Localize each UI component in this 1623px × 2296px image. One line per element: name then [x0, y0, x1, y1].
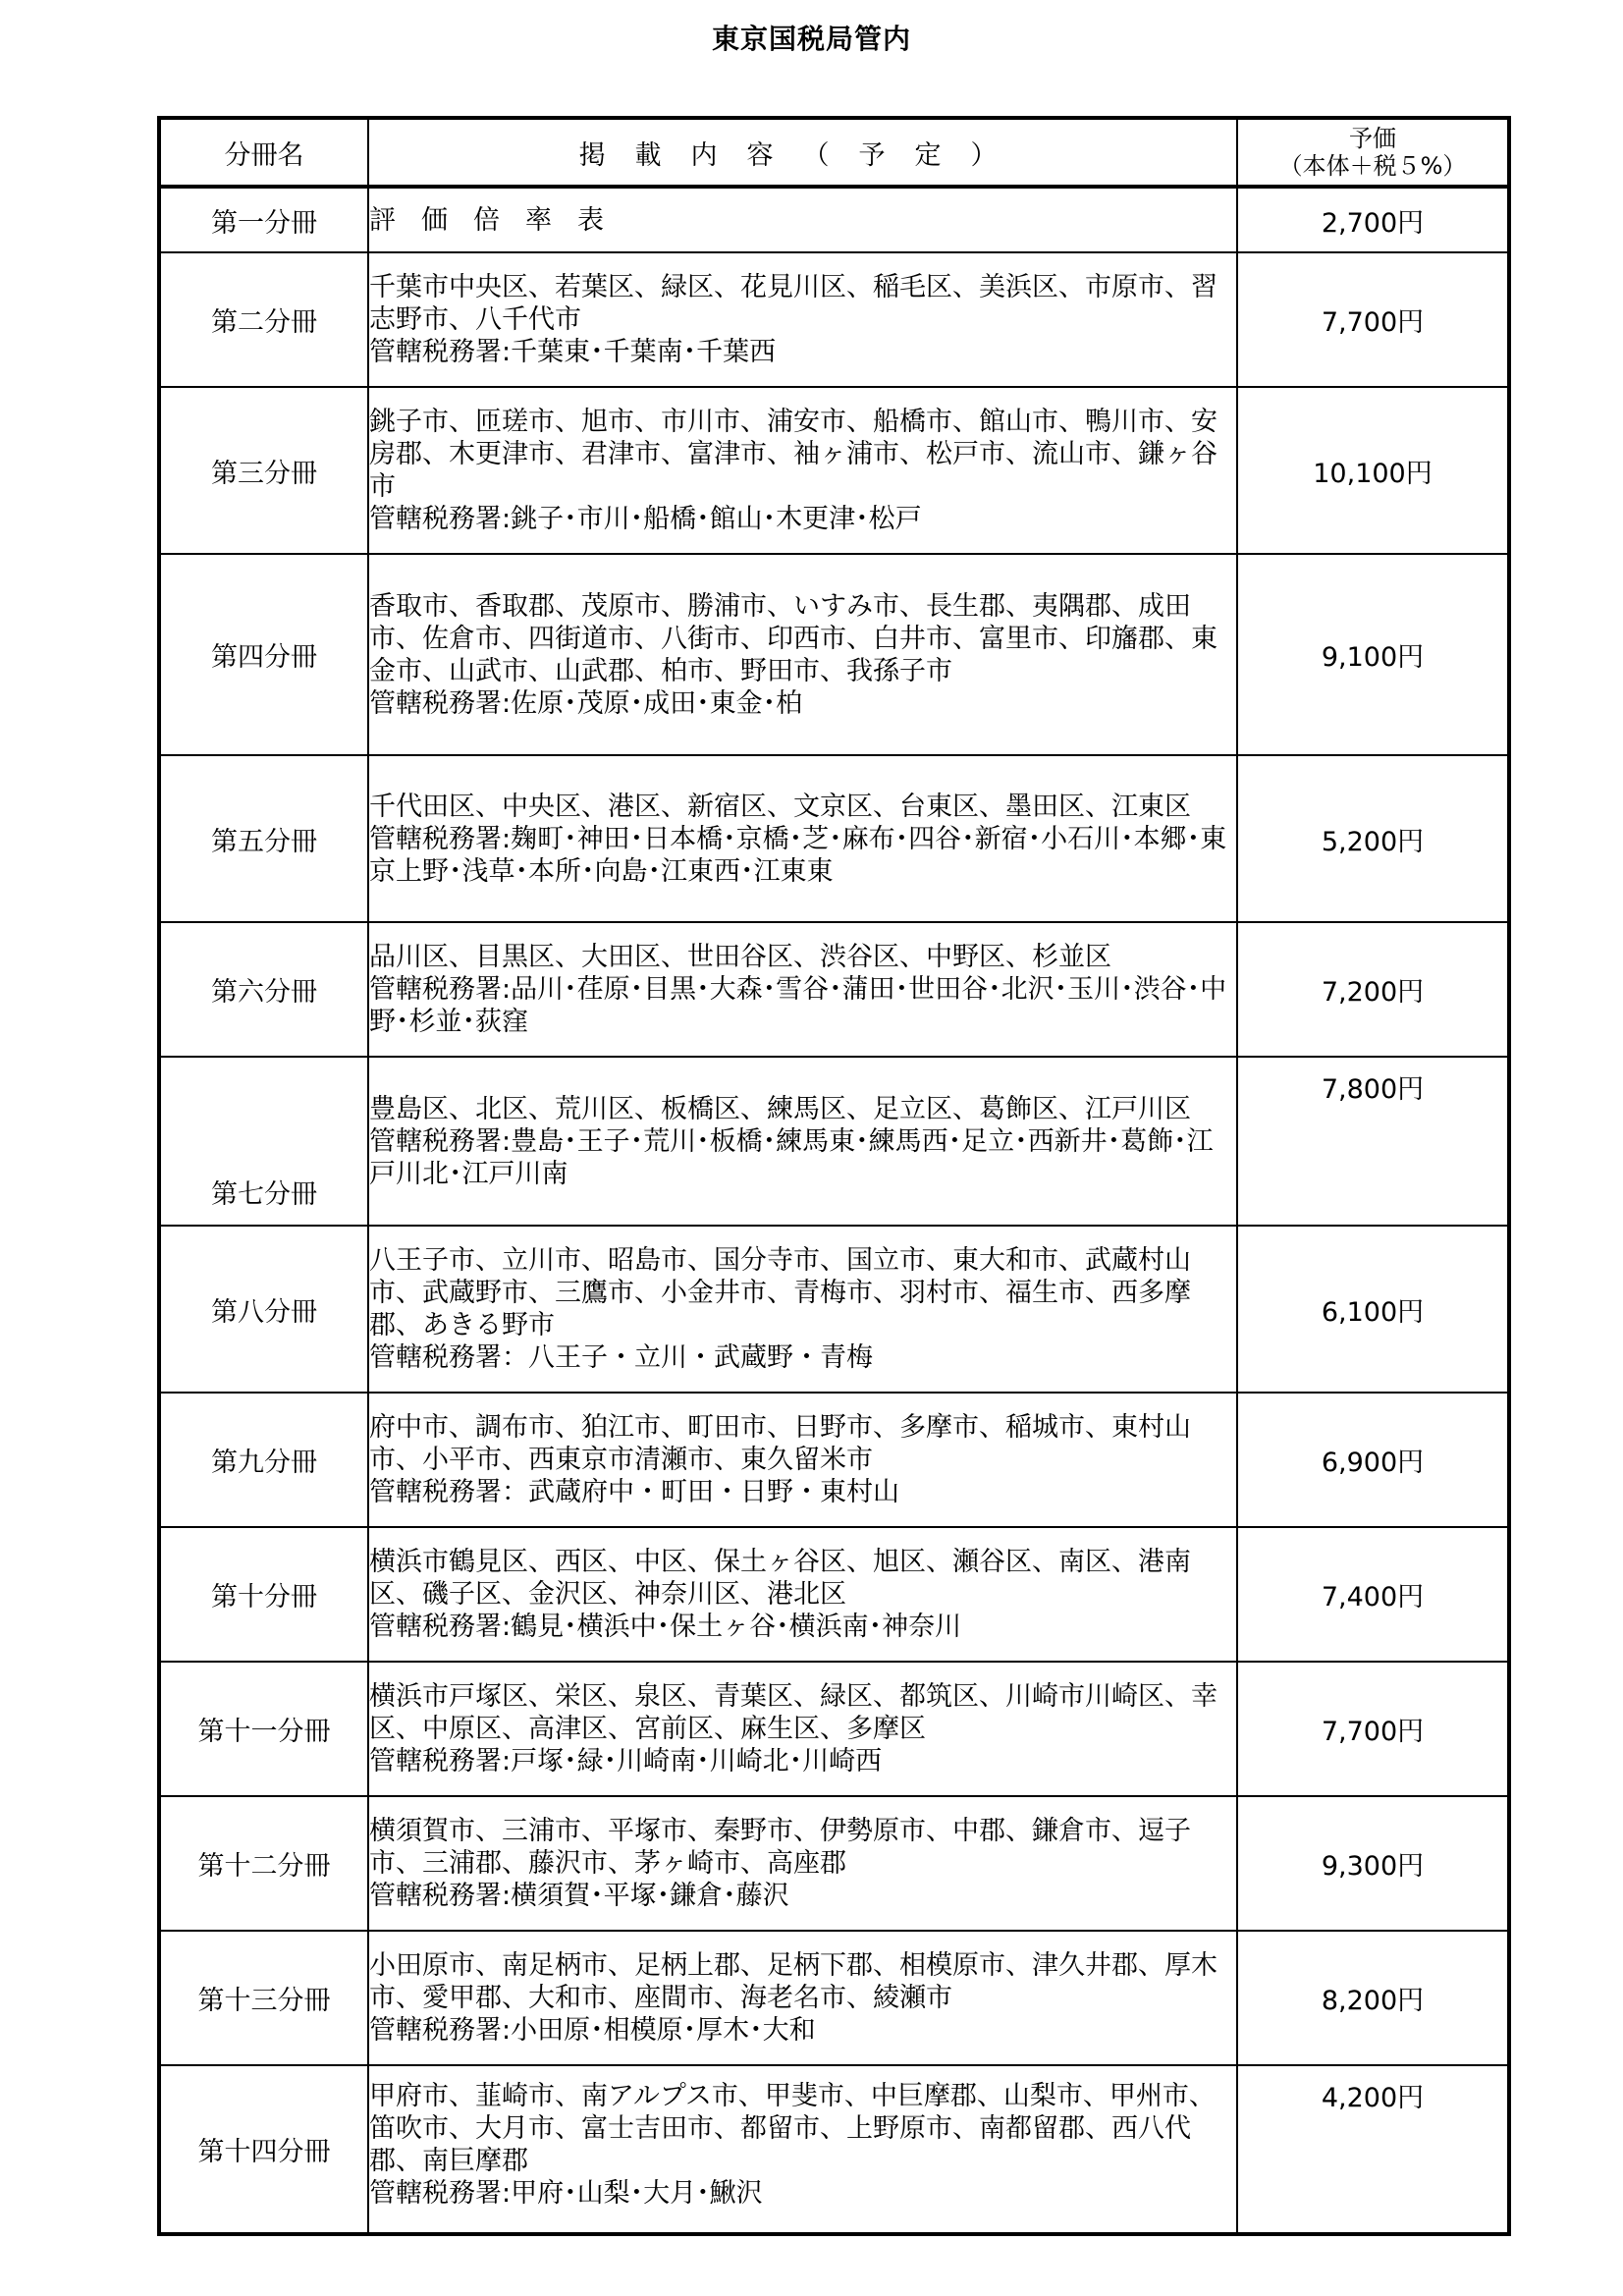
table-row: [159, 755, 1509, 922]
volume-areas: 八王子市、立川市、昭島市、国分寺市、国立市、東大和市、武蔵村山市、武蔵野市、三鷹市、小金井市、青梅市、羽村市、福生市、西多摩郡、あきる野市: [369, 1245, 1191, 1340]
table-row: [159, 387, 1509, 554]
volume-content: [368, 1527, 1237, 1662]
volume-price: 2,700円: [1237, 187, 1509, 252]
volume-tax-offices: 管轄税務署:佐原･茂原･成田･東金･柏: [369, 687, 803, 719]
volume-tax-offices: 管轄税務署:小田原･相模原･厚木･大和: [369, 2015, 816, 2046]
volume-content: [368, 387, 1237, 554]
volume-tax-offices: 管轄税務署：八王子・立川・武蔵野・青梅: [369, 1342, 873, 1373]
volume-content: [368, 252, 1237, 387]
table-row: [159, 252, 1509, 387]
volume-tax-offices: 管轄税務署:銚子･市川･船橋･館山･木更津･松戸: [369, 504, 922, 534]
volume-tax-offices: 管轄税務署:品川･荏原･目黒･大森･雪谷･蒲田･世田谷･北沢･玉川･渋谷･中野･杉並･荻窪: [369, 974, 1227, 1037]
volume-tax-offices: 管轄税務署:横須賀･平塚･鎌倉･藤沢: [369, 1881, 789, 1911]
volume-name: 第二分冊: [159, 252, 368, 387]
table-row: [159, 1796, 1509, 1931]
volume-content: [368, 187, 1237, 252]
page-title: 東京国税局管内: [711, 23, 911, 55]
table-row: [159, 2065, 1509, 2234]
volume-areas: 千代田区、中央区、港区、新宿区、文京区、台東区、墨田区、江東区: [369, 791, 1191, 822]
volume-areas: 品川区、目黒区、大田区、世田谷区、渋谷区、中野区、杉並区: [369, 942, 1111, 972]
table-row: [159, 1931, 1509, 2065]
header-price: [1237, 118, 1509, 187]
volume-price: 7,200円: [1237, 922, 1509, 1057]
volume-areas: 横須賀市、三浦市、平塚市、秦野市、伊勢原市、中郡、鎌倉市、逗子市、三浦郡、藤沢市、茅ヶ崎市、高座郡: [369, 1816, 1191, 1879]
volume-content: [368, 1226, 1237, 1393]
volume-areas: 豊島区、北区、荒川区、板橋区、練馬区、足立区、葛飾区、江戸川区: [369, 1093, 1191, 1124]
volume-price: 7,700円: [1237, 1662, 1509, 1796]
volume-name: 第四分冊: [159, 554, 368, 755]
volume-content: [368, 1393, 1237, 1527]
volume-name: 第五分冊: [159, 755, 368, 922]
volume-areas: 銚子市、匝瑳市、旭市、市川市、浦安市、船橋市、館山市、鴨川市、安房郡、木更津市、君津市、富津市、袖ヶ浦市、松戸市、流山市、鎌ヶ谷市: [369, 407, 1217, 502]
header-content: 掲載内容（予定）: [368, 118, 1237, 187]
volume-name: 第三分冊: [159, 387, 368, 554]
volume-name: 第八分冊: [159, 1226, 368, 1393]
volume-name: 第十分冊: [159, 1527, 368, 1662]
volume-areas: 横浜市戸塚区、栄区、泉区、青葉区、緑区、都筑区、川崎市川崎区、幸区、中原区、高津区、宮前区、麻生区、多摩区: [369, 1681, 1217, 1744]
volume-name: 第十二分冊: [159, 1796, 368, 1931]
volume-price: 6,900円: [1237, 1393, 1509, 1527]
volume-areas: 千葉市中央区、若葉区、緑区、花見川区、稲毛区、美浜区、市原市、習志野市、八千代市: [369, 272, 1217, 335]
volume-price: 9,300円: [1237, 1796, 1509, 1931]
volume-tax-offices: 管轄税務署:甲府･山梨･大月･鰍沢: [369, 2178, 763, 2209]
volume-price: 7,400円: [1237, 1527, 1509, 1662]
volume-name: 第七分冊: [159, 1057, 368, 1226]
volume-tax-offices: 管轄税務署：武蔵府中・町田・日野・東村山: [369, 1477, 899, 1507]
volume-name: 第一分冊: [159, 187, 368, 252]
volume-price: 7,800円: [1237, 1057, 1509, 1226]
volume-areas: 香取市、香取郡、茂原市、勝浦市、いすみ市、長生郡、夷隅郡、成田市、佐倉市、四街道市、八街市、印西市、白井市、富里市、印旛郡、東金市、山武市、山武郡、柏市、野田市、我孫子市: [369, 590, 1217, 686]
volume-content: [368, 1796, 1237, 1931]
table-row: [159, 1226, 1509, 1393]
table-row: [159, 1527, 1509, 1662]
volume-price: 5,200円: [1237, 755, 1509, 922]
header-volume-name: 分冊名: [159, 118, 368, 187]
volume-price: 6,100円: [1237, 1226, 1509, 1393]
volume-name: 第十四分冊: [159, 2065, 368, 2234]
volume-content: [368, 1662, 1237, 1796]
volume-areas: 評価倍率表: [369, 204, 629, 236]
volume-content: [368, 922, 1237, 1057]
volume-tax-offices: 管轄税務署:豊島･王子･荒川･板橋･練馬東･練馬西･足立･西新井･葛飾･江戸川北･江戸川南: [369, 1125, 1214, 1189]
header-price-tax-note: （本体＋税５%）: [1278, 152, 1467, 180]
volume-price: 8,200円: [1237, 1931, 1509, 2065]
volume-content: [368, 1057, 1237, 1226]
volume-areas: 甲府市、韮崎市、南アルプス市、甲斐市、中巨摩郡、山梨市、甲州市、笛吹市、大月市、富士吉田市、都留市、上野原市、南都留郡、西八代郡、南巨摩郡: [369, 2081, 1216, 2176]
volume-tax-offices: 管轄税務署:鶴見･横浜中･保土ヶ谷･横浜南･神奈川: [369, 1612, 962, 1642]
volume-table: [157, 116, 1511, 2236]
table-header-row: [159, 118, 1509, 187]
volume-name: 第九分冊: [159, 1393, 368, 1527]
table-row: [159, 554, 1509, 755]
volume-price: 4,200円: [1237, 2065, 1509, 2234]
volume-tax-offices: 管轄税務署:麹町･神田･日本橋･京橋･芝･麻布･四谷･新宿･小石川･本郷･東京上野･浅草･本所･向島･江東西･江東東: [369, 823, 1227, 887]
volume-content: [368, 755, 1237, 922]
table-row: [159, 1057, 1509, 1226]
volume-name: 第十三分冊: [159, 1931, 368, 2065]
volume-areas: 横浜市鶴見区、西区、中区、保土ヶ谷区、旭区、瀬谷区、南区、港南区、磯子区、金沢区、神奈川区、港北区: [369, 1547, 1191, 1610]
volume-name: 第六分冊: [159, 922, 368, 1057]
table-row: [159, 922, 1509, 1057]
table-row: [159, 187, 1509, 252]
volume-tax-offices: 管轄税務署:千葉東･千葉南･千葉西: [369, 337, 777, 367]
volume-price: 7,700円: [1237, 252, 1509, 387]
volume-areas: 小田原市、南足柄市、足柄上郡、足柄下郡、相模原市、津久井郡、厚木市、愛甲郡、大和市、座間市、海老名市、綾瀬市: [369, 1950, 1217, 2013]
volume-content: [368, 1931, 1237, 2065]
volume-tax-offices: 管轄税務署:戸塚･緑･川崎南･川崎北･川崎西: [369, 1746, 883, 1777]
volume-price: 9,100円: [1237, 554, 1509, 755]
volume-price: 10,100円: [1237, 387, 1509, 554]
volume-areas: 府中市、調布市、狛江市、町田市、日野市、多摩市、稲城市、東村山市、小平市、西東京市清瀬市、東久留米市: [369, 1412, 1191, 1475]
volume-content: [368, 2065, 1237, 2234]
volume-content: [368, 554, 1237, 755]
volume-name: 第十一分冊: [159, 1662, 368, 1796]
header-price-label: 予価: [1349, 125, 1396, 152]
table-row: [159, 1662, 1509, 1796]
table-row: [159, 1393, 1509, 1527]
